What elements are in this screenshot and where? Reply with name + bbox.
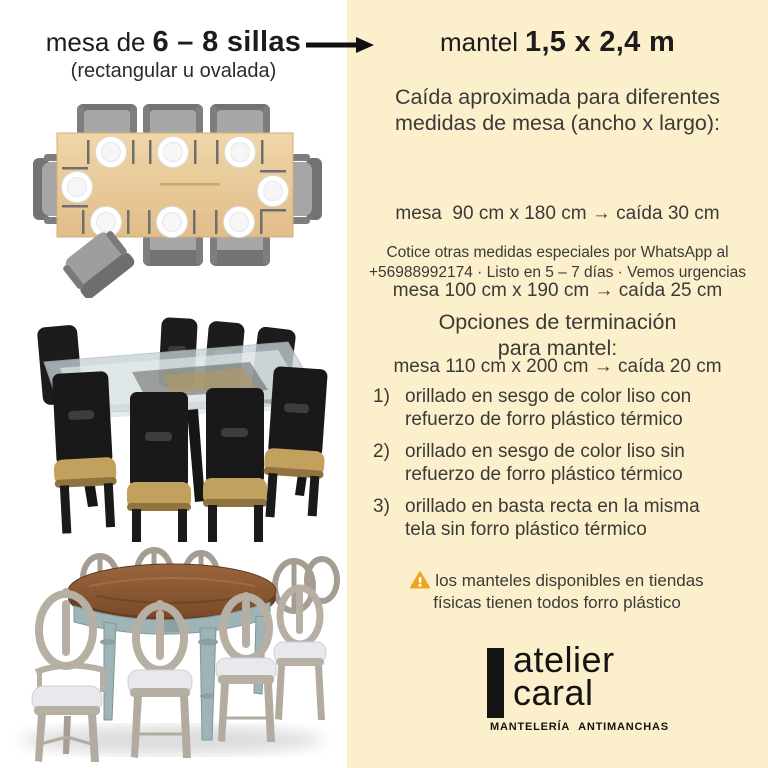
- opciones-heading-line1: Opciones de terminación: [438, 310, 677, 334]
- caida-heading-line2: medidas de mesa (ancho x largo):: [394, 111, 721, 135]
- page-title-right: [347, 26, 768, 59]
- title-chairs-count: 6 – 8 sillas: [152, 26, 302, 58]
- top-view-table-illustration: [20, 98, 340, 298]
- caida-row: mesa 100 cm x 190 cm → caída 25 cm: [392, 279, 723, 301]
- whatsapp-note-line1: Cotice otras medidas especiales por WhatsApp al: [386, 244, 729, 261]
- item-number: 2): [373, 441, 390, 462]
- title-prefix: mesa de: [45, 27, 146, 57]
- mantel-prefix: mantel: [439, 27, 519, 57]
- table-shape-subtitle: (rectangular u ovalada): [70, 60, 277, 82]
- cream-info-panel: [347, 0, 768, 768]
- item-text: orillado en sesgo de color liso sin refuerzo de forro plástico térmico: [405, 441, 685, 485]
- oval-table-illustration: [4, 544, 346, 766]
- oval-table: [68, 564, 276, 740]
- item-number: 3): [373, 496, 390, 517]
- page-title-left: [0, 26, 347, 59]
- logo-tagline: MANTELERÍA ANTIMANCHAS: [490, 721, 669, 733]
- caida-heading-line1: Caída aproximada para diferentes: [394, 85, 721, 109]
- whatsapp-note-line2: +56988992174 · Listo en 5 – 7 días · Vemos urgencias: [369, 263, 746, 281]
- warning-text: los manteles disponibles en tiendas físicas tienen todos forro plástico: [433, 571, 704, 612]
- item-text: orillado en sesgo de color liso con refuerzo de forro plástico térmico: [405, 386, 692, 430]
- logo-name-line2: caral: [513, 672, 594, 713]
- logo-name-line1: atelier: [513, 639, 615, 680]
- mantel-size: 1,5 x 2,4 m: [525, 26, 676, 58]
- right-arrow-icon: [304, 35, 376, 55]
- item-text: orillado en basta recta en la misma tela sin forro plástico térmico: [405, 496, 700, 540]
- caida-row: mesa 110 cm x 200 cm → caída 20 cm: [393, 356, 722, 377]
- glass-table-illustration: [12, 316, 346, 542]
- caida-row: mesa 90 cm x 180 cm → caída 30 cm: [395, 203, 720, 224]
- item-number: 1): [373, 386, 390, 407]
- opciones-heading-line2: para mantel:: [497, 336, 618, 360]
